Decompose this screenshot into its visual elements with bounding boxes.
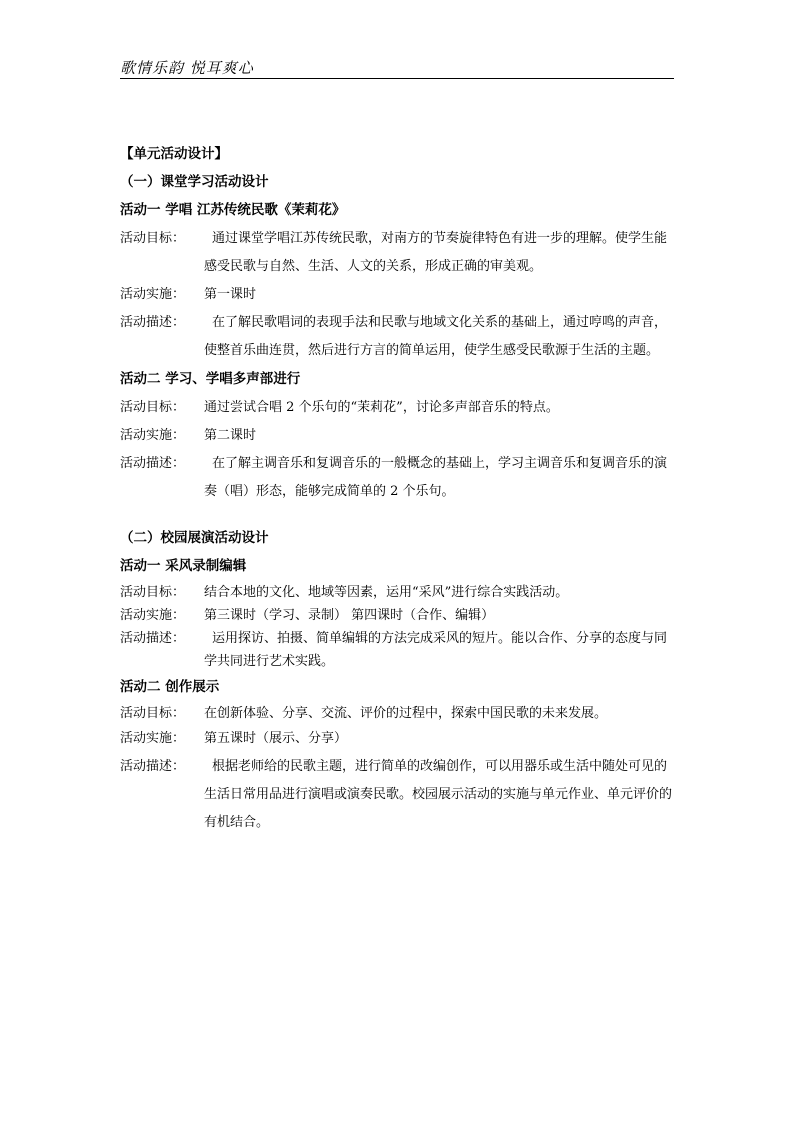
doc-title: 【单元活动设计】 — [120, 146, 228, 162]
s1-a1-goal-text: 通过课堂学唱江苏传统民歌，对南方的节奏旋律特色有进一步的理解。使学生能感受民歌与自然、生活、人文的关系，形成正确的审美观。 — [204, 231, 668, 274]
s1-a1-desc-text: 在了解民歌唱词的表现手法和民歌与地域文化关系的基础上，通过哼鸣的声音，使整首乐曲连贯，然后进行方言的简单运用，使学生感受民歌源于生活的主题。 — [204, 315, 668, 358]
s1-a1-impl-label: 活动实施： — [120, 287, 186, 302]
s2-a1-goal-row — [120, 581, 676, 604]
s2-activity2-heading: 活动二 创作展示 — [120, 679, 220, 695]
s2-a2-impl-text: 第五课时（展示、分享） — [204, 731, 348, 746]
s2-a1-goal-text: 结合本地的文化、地域等因素，运用“采风”进行综合实践活动。 — [204, 585, 569, 600]
section2-heading: （二）校园展演活动设计 — [120, 530, 269, 546]
s1-a1-desc-row — [120, 309, 676, 365]
s1-a2-impl-text: 第二课时 — [204, 428, 257, 443]
s1-a1-goal-row — [120, 225, 676, 281]
s2-a2-desc-row — [120, 753, 676, 837]
header-title: 歌情乐韵 悦耳爽心 — [120, 59, 254, 77]
s1-a2-impl-row — [120, 422, 676, 450]
s2-a1-desc-label: 活动描述： — [120, 631, 186, 646]
s1-a2-desc-text: 在了解主调音乐和复调音乐的一般概念的基础上，学习主调音乐和复调音乐的演奏（唱）形态，能够完成简单的 2 个乐句。 — [204, 456, 668, 499]
s1-a1-impl-text: 第一课时 — [204, 287, 257, 302]
s1-a2-goal-row — [120, 394, 676, 422]
s2-a1-desc-row — [120, 627, 676, 673]
s2-a2-goal-row — [120, 702, 676, 725]
s2-a1-desc-text: 运用探访、拍摄、简单编辑的方法完成采风的短片。能以合作、分享的态度与同学共同进行艺术实践。 — [204, 631, 668, 669]
s1-activity1-heading: 活动一 学唱 江苏传统民歌《茉莉花》 — [120, 202, 346, 218]
s2-a1-impl-label: 活动实施： — [120, 608, 186, 623]
s2-a2-desc-label: 活动描述： — [120, 759, 186, 774]
s2-a1-impl-text: 第三课时（学习、录制） 第四课时（合作、编辑） — [204, 608, 495, 623]
s2-a1-goal-label: 活动目标： — [120, 585, 186, 600]
s2-a2-impl-row — [120, 725, 676, 753]
document-body — [120, 142, 676, 837]
s1-a2-desc-row — [120, 450, 676, 506]
s1-a1-impl-row — [120, 281, 676, 309]
page-header — [120, 56, 674, 79]
s1-a2-goal-label: 活动目标： — [120, 400, 186, 415]
section1-heading: （一）课堂学习活动设计 — [120, 174, 269, 190]
s2-a1-impl-row — [120, 604, 676, 627]
s1-a2-desc-label: 活动描述： — [120, 456, 186, 471]
section-spacer — [120, 506, 676, 526]
s1-a2-impl-label: 活动实施： — [120, 428, 186, 443]
s1-a1-desc-label: 活动描述： — [120, 315, 186, 330]
s2-activity1-heading: 活动一 采风录制编辑 — [120, 558, 247, 574]
s2-a2-goal-label: 活动目标： — [120, 706, 186, 721]
s1-a2-goal-text: 通过尝试合唱 2 个乐句的“茉莉花”，讨论多声部音乐的特点。 — [204, 400, 559, 415]
s2-a2-impl-label: 活动实施： — [120, 731, 186, 746]
s1-a1-goal-label: 活动目标： — [120, 231, 186, 246]
s1-activity2-heading: 活动二 学习、学唱多声部进行 — [120, 371, 301, 387]
s2-a2-goal-text: 在创新体验、分享、交流、评价的过程中，探索中国民歌的未来发展。 — [204, 706, 608, 721]
s2-a2-desc-text: 根据老师给的民歌主题，进行简单的改编创作，可以用器乐或生活中随处可见的生活日常用品进行演唱或演奏民歌。校园展示活动的实施与单元作业、单元评价的有机结合。 — [204, 759, 673, 830]
